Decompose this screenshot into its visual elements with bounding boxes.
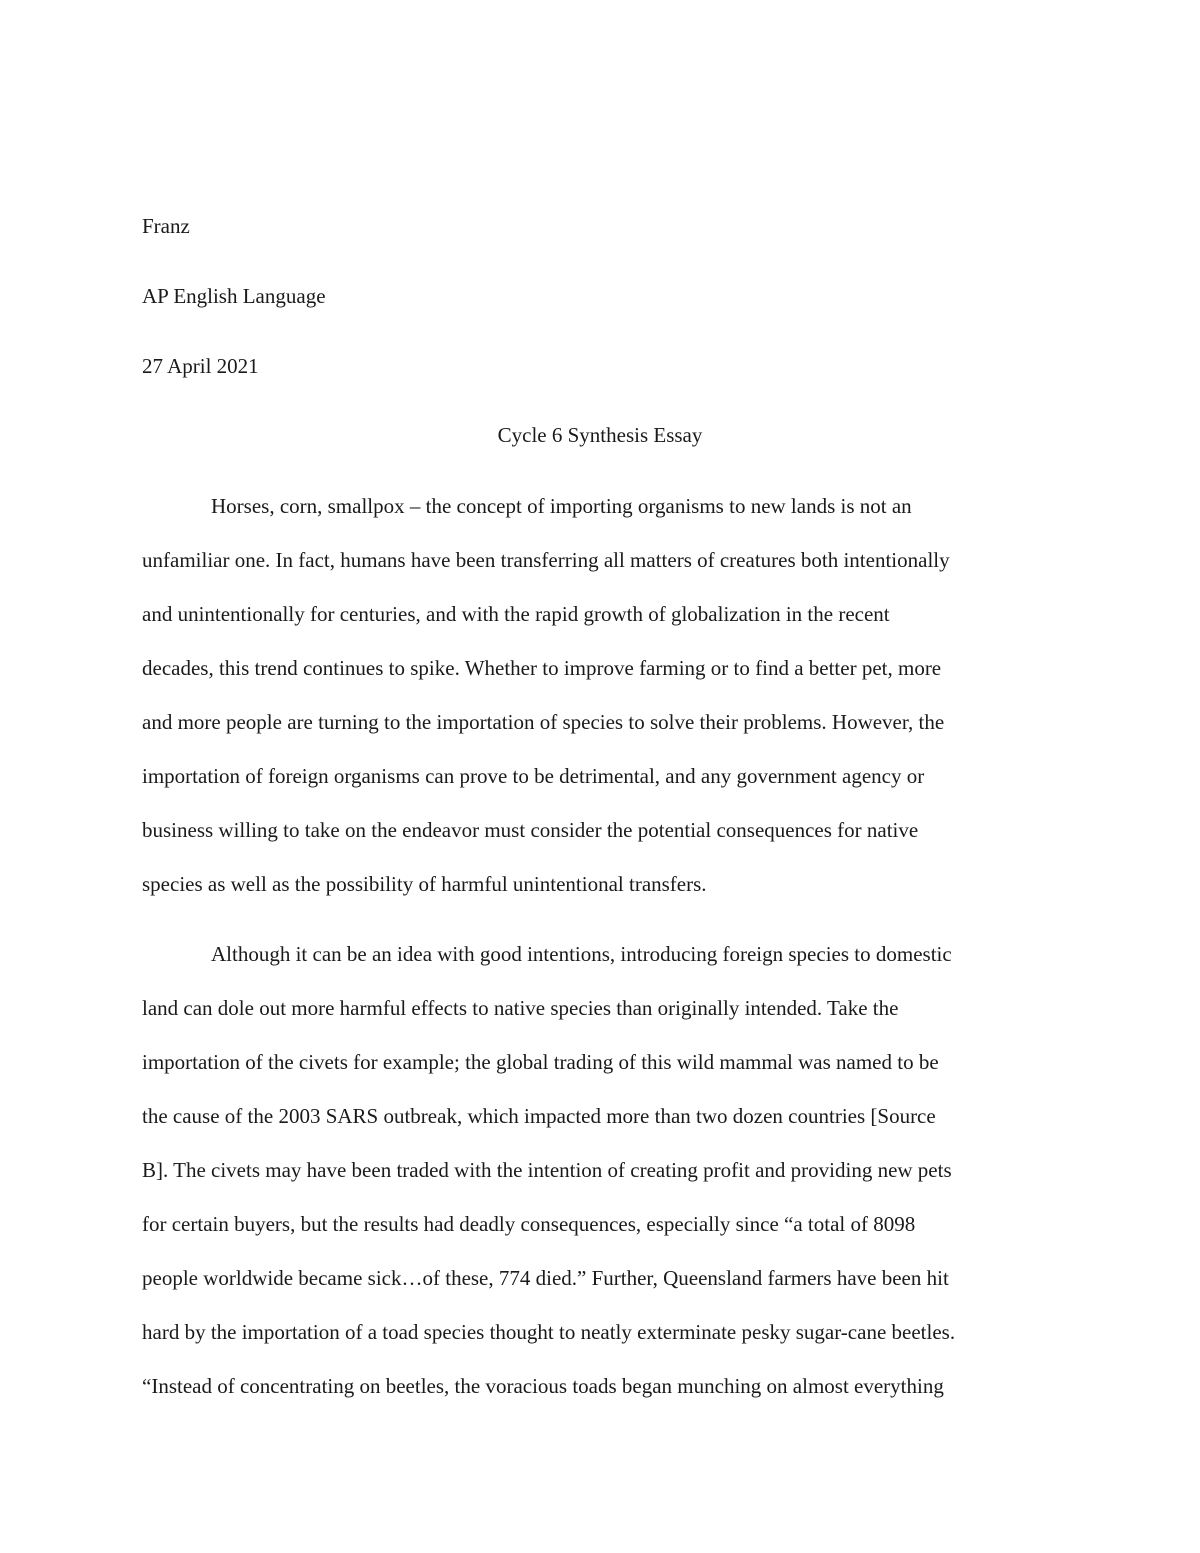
paragraph-line: Although it can be an idea with good intentions, introducing foreign species to domestic bbox=[211, 942, 952, 966]
paragraph-line: and more people are turning to the importation of species to solve their problems. However, the bbox=[142, 710, 945, 734]
paragraph-line: species as well as the possibility of harmful unintentional transfers. bbox=[142, 872, 707, 896]
paragraph-line: business willing to take on the endeavor must consider the potential consequences for native bbox=[142, 818, 919, 842]
paragraph-line: land can dole out more harmful effects to native species than originally intended. Take the bbox=[142, 996, 899, 1020]
essay-date: 27 April 2021 bbox=[142, 354, 259, 378]
paragraph-line: the cause of the 2003 SARS outbreak, which impacted more than two dozen countries [Source bbox=[142, 1104, 936, 1128]
paragraph-line: importation of the civets for example; the global trading of this wild mammal was named to be bbox=[142, 1050, 939, 1074]
paragraph-line: unfamiliar one. In fact, humans have been transferring all matters of creatures both intentionally bbox=[142, 548, 950, 572]
paragraph-line: B]. The civets may have been traded with the intention of creating profit and providing new pets bbox=[142, 1158, 952, 1182]
paragraph-line: decades, this trend continues to spike. Whether to improve farming or to find a better pet, more bbox=[142, 656, 942, 680]
paragraph-line: and unintentionally for centuries, and with the rapid growth of globalization in the recent bbox=[142, 602, 890, 626]
paragraph-line: people worldwide became sick…of these, 774 died.” Further, Queensland farmers have been hit bbox=[142, 1266, 949, 1290]
paragraph-line: importation of foreign organisms can prove to be detrimental, and any government agency or bbox=[142, 764, 925, 788]
paragraph-line: “Instead of concentrating on beetles, the voracious toads began munching on almost everything bbox=[142, 1374, 944, 1398]
essay-title: Cycle 6 Synthesis Essay bbox=[497, 423, 703, 447]
author-name: Franz bbox=[142, 214, 190, 238]
paragraph-line: for certain buyers, but the results had deadly consequences, especially since “a total of 8098 bbox=[142, 1212, 916, 1236]
paragraph-line: Horses, corn, smallpox – the concept of importing organisms to new lands is not an bbox=[211, 494, 912, 518]
paragraph-line: hard by the importation of a toad species thought to neatly exterminate pesky sugar-cane beetles. bbox=[142, 1320, 956, 1344]
course-name: AP English Language bbox=[142, 284, 326, 308]
